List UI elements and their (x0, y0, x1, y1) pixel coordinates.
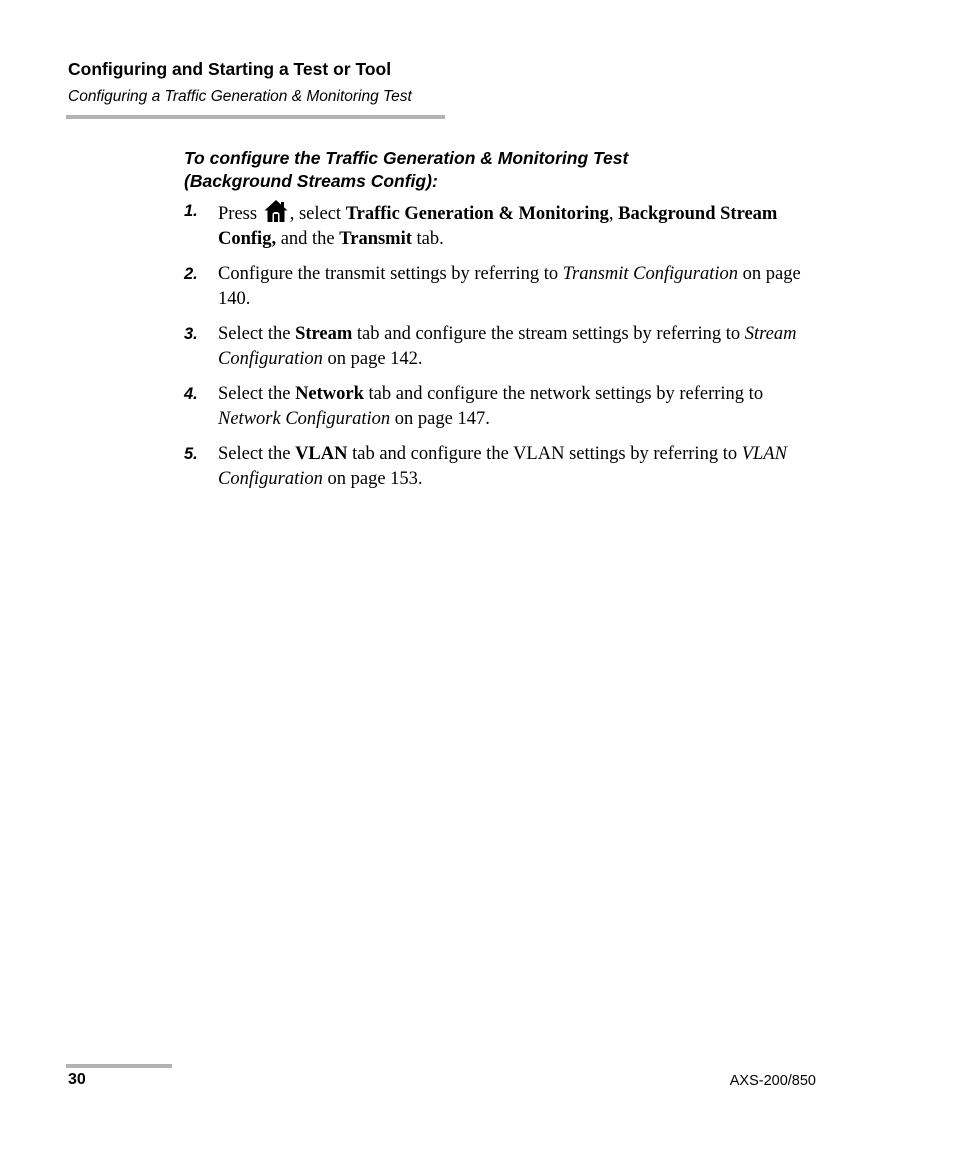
procedure-heading (184, 147, 824, 193)
step-number: 4. (184, 385, 198, 403)
step-text: on page 140. (218, 264, 801, 309)
section-subtitle: Configuring a Traffic Generation & Monitoring Test (68, 88, 412, 105)
step-text: on page 142. (322, 348, 423, 369)
step-text: tab and configure the network settings by referring to (363, 384, 764, 404)
step-5 (184, 442, 824, 491)
step-number: 1. (184, 202, 198, 220)
step-2 (184, 262, 824, 311)
step-text: Select the (218, 384, 296, 404)
step-number: 3. (184, 325, 198, 343)
step-text: tab and configure the VLAN settings by referring to (347, 444, 742, 464)
step-text: and the (276, 228, 340, 249)
step-text: Select the (218, 324, 296, 344)
step-text: Select the (218, 444, 296, 464)
section-title: Configuring and Starting a Test or Tool (68, 59, 392, 79)
procedure-heading-line1: To configure the Traffic Generation & Monitoring Test (184, 148, 629, 168)
tab-transmit: Transmit (339, 228, 412, 249)
cross-reference-link[interactable]: Network Configuration (218, 408, 391, 429)
footer-divider (66, 1064, 172, 1068)
step-text: , select (289, 204, 346, 224)
step-text: on page 147. (390, 408, 490, 429)
tab-vlan: VLAN (295, 444, 348, 464)
procedure-steps (184, 199, 824, 502)
cross-reference-link[interactable]: VLAN Configuration (218, 444, 787, 489)
step-text: tab and configure the stream settings by referring to (352, 324, 745, 344)
home-icon (263, 199, 289, 223)
step-1 (184, 199, 824, 251)
tab-stream: Stream (295, 324, 353, 344)
step-number: 2. (184, 265, 198, 283)
step-text: , (608, 204, 619, 224)
tab-background-stream-config: Background Stream Config, (218, 204, 778, 249)
procedure-heading-line2: (Background Streams Config): (184, 171, 438, 191)
menu-item-traffic-generation: Traffic Generation & Monitoring (345, 204, 609, 224)
step-text: tab. (411, 228, 444, 249)
step-number: 5. (184, 445, 198, 463)
step-text: Configure the transmit settings by referring to (218, 264, 563, 284)
tab-network: Network (295, 384, 364, 404)
header-divider (66, 115, 445, 119)
cross-reference-link[interactable]: Transmit Configuration (562, 264, 739, 284)
step-text: Press (218, 204, 262, 224)
step-text: on page 153. (322, 468, 423, 489)
cross-reference-link[interactable]: Stream Configuration (218, 324, 797, 369)
step-3 (184, 322, 824, 371)
product-name: AXS-200/850 (729, 1073, 816, 1089)
step-4 (184, 382, 824, 431)
page-number: 30 (68, 1071, 86, 1088)
